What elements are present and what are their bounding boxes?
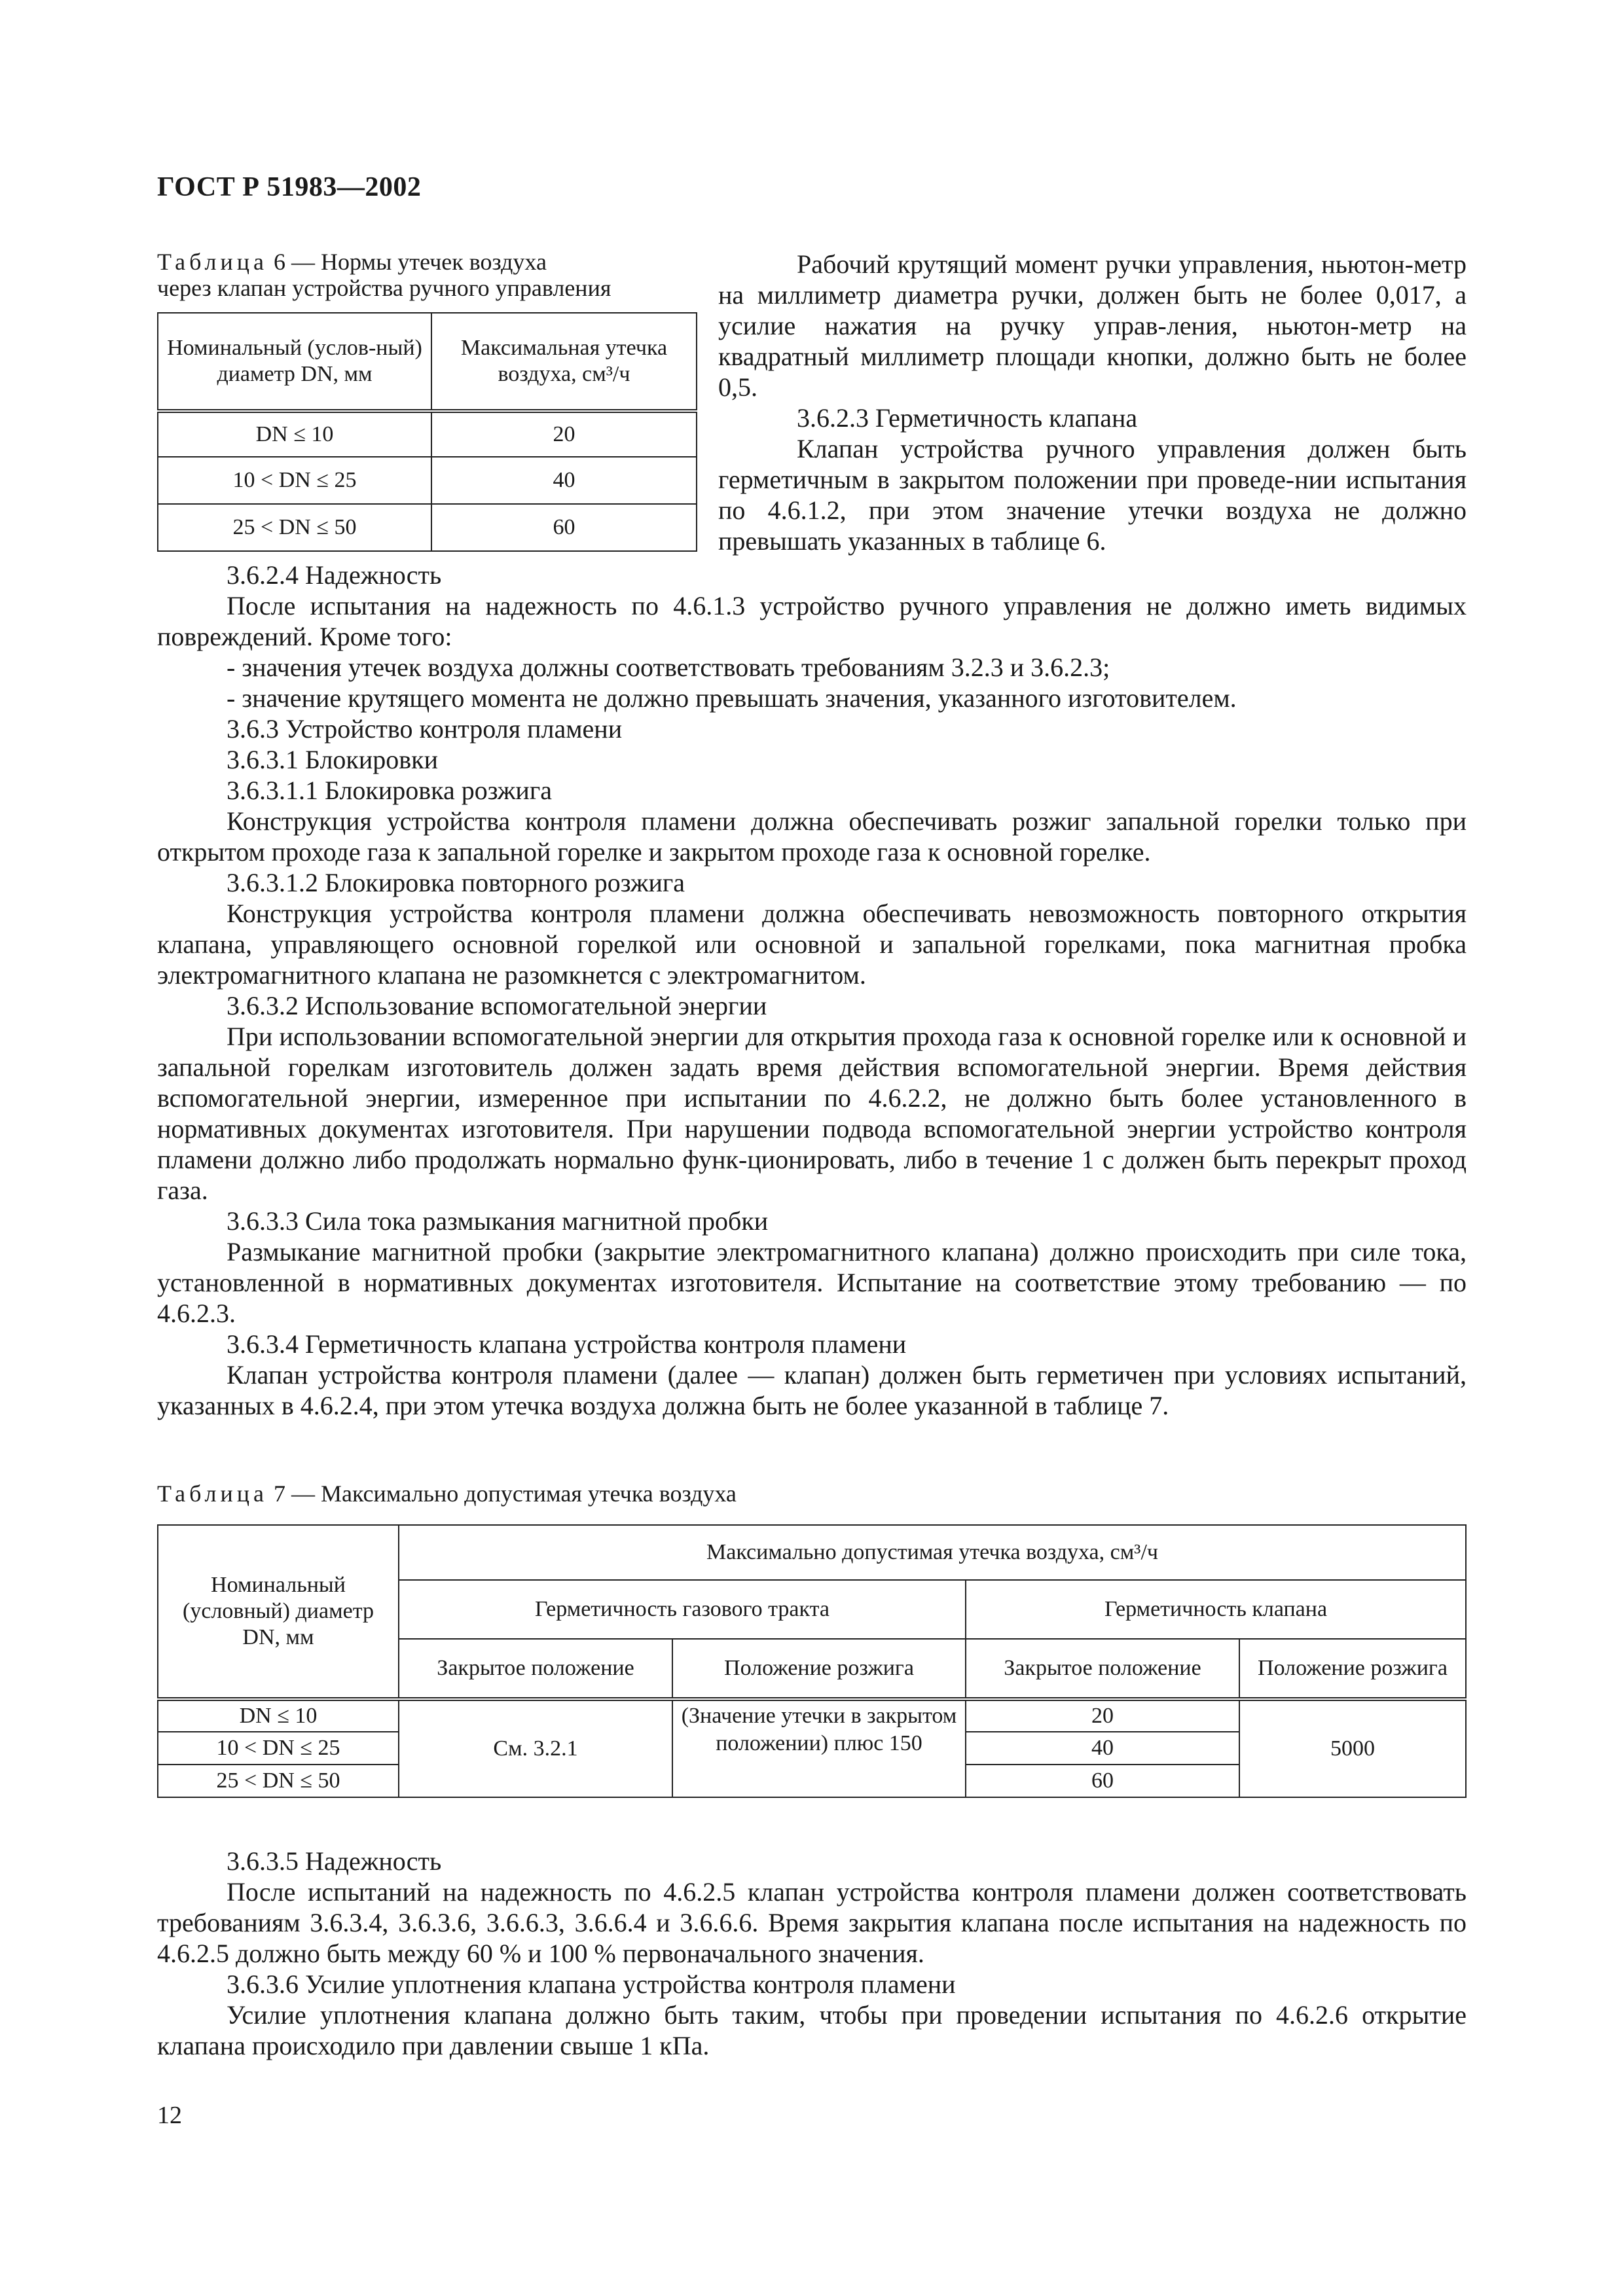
table7-cell-valve-closed: 40 — [966, 1732, 1239, 1765]
table7-cell-dn: 10 < DN ≤ 25 — [158, 1732, 399, 1765]
torque-paragraph: Рабочий крутящий момент ручки управления, ньютон-метр на миллиметр диаметра ручки, должен быть не более 0,017, а усилие нажатия на ручку управ-ления, ньютон-метр на квадратный миллиметр площади кнопки, должно быть не более 0,5. — [718, 249, 1467, 402]
section-3635-heading: 3.6.3.5 Надежность — [227, 1846, 442, 1876]
page-number: 12 — [157, 2102, 182, 2129]
document-header: ГОСТ Р 51983—2002 — [157, 172, 422, 202]
table6-caption-line2: через клапан устройства ручного управления — [157, 275, 611, 301]
section-3634-heading: 3.6.3.4 Герметичность клапана устройства контроля пламени — [227, 1329, 907, 1359]
section-3632-heading: 3.6.3.2 Использование вспомогательной энергии — [227, 991, 767, 1020]
table6-cell-dn: DN ≤ 10 — [158, 411, 431, 457]
section-3623-paragraph: Клапан устройства ручного управления должен быть герметичным в закрытом положении при проведе-нии испытания по 4.6.1.2, при этом значение утечки воздуха не должно превышать указанных в таблице 6. — [718, 434, 1467, 556]
table6-cell-leak: 40 — [431, 457, 697, 504]
table7-head-valve-closed: Закрытое положение — [966, 1639, 1239, 1699]
table7-head-gas-path: Герметичность газового тракта — [399, 1580, 966, 1639]
section-36312-heading: 3.6.3.1.2 Блокировка повторного розжига — [227, 868, 685, 897]
table6-head-leak: Максимальная утечка воздуха, см³/ч — [431, 313, 697, 411]
list-item: - значение крутящего момента не должно превышать значения, указанного изготовителем. — [227, 683, 1237, 713]
table7-caption — [157, 1480, 737, 1507]
table7-head-diameter: Номинальный (условный) диаметр DN, мм — [158, 1525, 399, 1699]
section-3633-heading: 3.6.3.3 Сила тока размыкания магнитной пробки — [227, 1206, 769, 1236]
table7-head-max-leak: Максимально допустимая утечка воздуха, см³/ч — [399, 1525, 1466, 1580]
section-3633-paragraph: Размыкание магнитной пробки (закрытие электромагнитного клапана) должно происходить при силе тока, установленной в нормативных документах изготовителя. Испытание на соответствие этому требованию — по 4.6.2.3. — [157, 1237, 1467, 1328]
table-row — [158, 1699, 1466, 1732]
table6-cell-leak: 60 — [431, 504, 697, 551]
table7-head-gas-ignition: Положение розжига — [672, 1639, 966, 1699]
section-363-heading: 3.6.3 Устройство контроля пламени — [227, 714, 623, 744]
table7-cell-valve-closed: 60 — [966, 1765, 1239, 1797]
section-3636-paragraph: Усилие уплотнения клапана должно быть таким, чтобы при проведении испытания по 4.6.2.6 открытие клапана происходило при давлении свыше 1 кПа. — [157, 2000, 1467, 2060]
table-row — [158, 504, 697, 551]
table7 — [157, 1524, 1467, 1798]
table7-cell-gas-ignition: (Значение утечки в закрытом положении) плюс 150 — [672, 1699, 966, 1797]
table-row — [158, 457, 697, 504]
table7-cell-gas-closed: См. 3.2.1 — [399, 1699, 672, 1797]
section-36312-paragraph: Конструкция устройства контроля пламени должна обеспечивать невозможность повторного открытия клапана, управляющего основной горелкой или основной и запальной горелками, пока магнитная пробка электромагнитного клапана не разомкнется с электромагнитом. — [157, 899, 1467, 990]
table6-head-diameter: Номинальный (услов-ный) диаметр DN, мм — [158, 313, 431, 411]
table7-cell-dn: 25 < DN ≤ 50 — [158, 1765, 399, 1797]
table7-head-valve-ignition: Положение розжига — [1239, 1639, 1466, 1699]
table7-cell-valve-closed: 20 — [966, 1699, 1239, 1732]
table7-caption-title: 7 — Максимально допустимая утечка воздуха — [267, 1480, 737, 1507]
section-36311-heading: 3.6.3.1.1 Блокировка розжига — [227, 776, 552, 805]
table6-caption-title: 6 — Нормы утечек воздуха — [267, 249, 547, 275]
table6-cell-dn: 25 < DN ≤ 50 — [158, 504, 431, 551]
table6-caption-label: Таблица — [157, 249, 268, 275]
list-item: - значения утечек воздуха должны соответствовать требованиям 3.2.3 и 3.6.2.3; — [227, 653, 1110, 682]
section-3624-heading: 3.6.2.4 Надежность — [227, 560, 442, 590]
section-36311-paragraph: Конструкция устройства контроля пламени должна обеспечивать розжиг запальной горелки только при открытом проходе газа к запальной горелке и закрытом проходе газа к основной горелке. — [157, 806, 1467, 867]
table6-cell-dn: 10 < DN ≤ 25 — [158, 457, 431, 504]
table7-cell-dn: DN ≤ 10 — [158, 1699, 399, 1732]
table7-cell-valve-ignition: 5000 — [1239, 1699, 1466, 1797]
section-3635-paragraph: После испытаний на надежность по 4.6.2.5 клапан устройства контроля пламени должен соответствовать требованиям 3.6.3.4, 3.6.3.6, 3.6.6.3, 3.6.6.4 и 3.6.6.6. Время закрытия клапана после испытания на надежность по 4.6.2.5 должно быть между 60 % и 100 % первоначального значения. — [157, 1877, 1467, 1968]
section-3632-paragraph: При использовании вспомогательной энергии для открытия прохода газа к основной горелке или к основной и запальной горелкам изготовитель должен задать время действия вспомогательной энергии. Время действия вспомогательной энергии, измеренное при испытании по 4.6.2.2, не должно быть более установленного в нормативных документах изготовителя. При нарушении подвода вспомогательной энергии устройство контроля пламени должно либо продолжать нормально функ-ционировать, либо в течение 1 с должен быть перекрыт проход газа. — [157, 1022, 1467, 1205]
section-3624-paragraph: После испытания на надежность по 4.6.1.3 устройство ручного управления не должно иметь видимых повреждений. Кроме того: — [157, 591, 1467, 651]
table-row — [158, 411, 697, 457]
table7-caption-label: Таблица — [157, 1480, 268, 1507]
table6 — [157, 312, 697, 552]
section-3636-heading: 3.6.3.6 Усилие уплотнения клапана устройства контроля пламени — [227, 1969, 956, 1999]
table7-head-valve: Герметичность клапана — [966, 1580, 1466, 1639]
section-3634-paragraph: Клапан устройства контроля пламени (далее — клапан) должен быть герметичен при условиях испытаний, указанных в 4.6.2.4, при этом утечка воздуха должна быть не более указанной в таблице 7. — [157, 1360, 1467, 1420]
table7-head-gas-closed: Закрытое положение — [399, 1639, 672, 1699]
table6-cell-leak: 20 — [431, 411, 697, 457]
table6-caption — [157, 249, 611, 301]
section-3623-heading: 3.6.2.3 Герметичность клапана — [797, 403, 1138, 433]
section-3631-heading: 3.6.3.1 Блокировки — [227, 745, 438, 774]
